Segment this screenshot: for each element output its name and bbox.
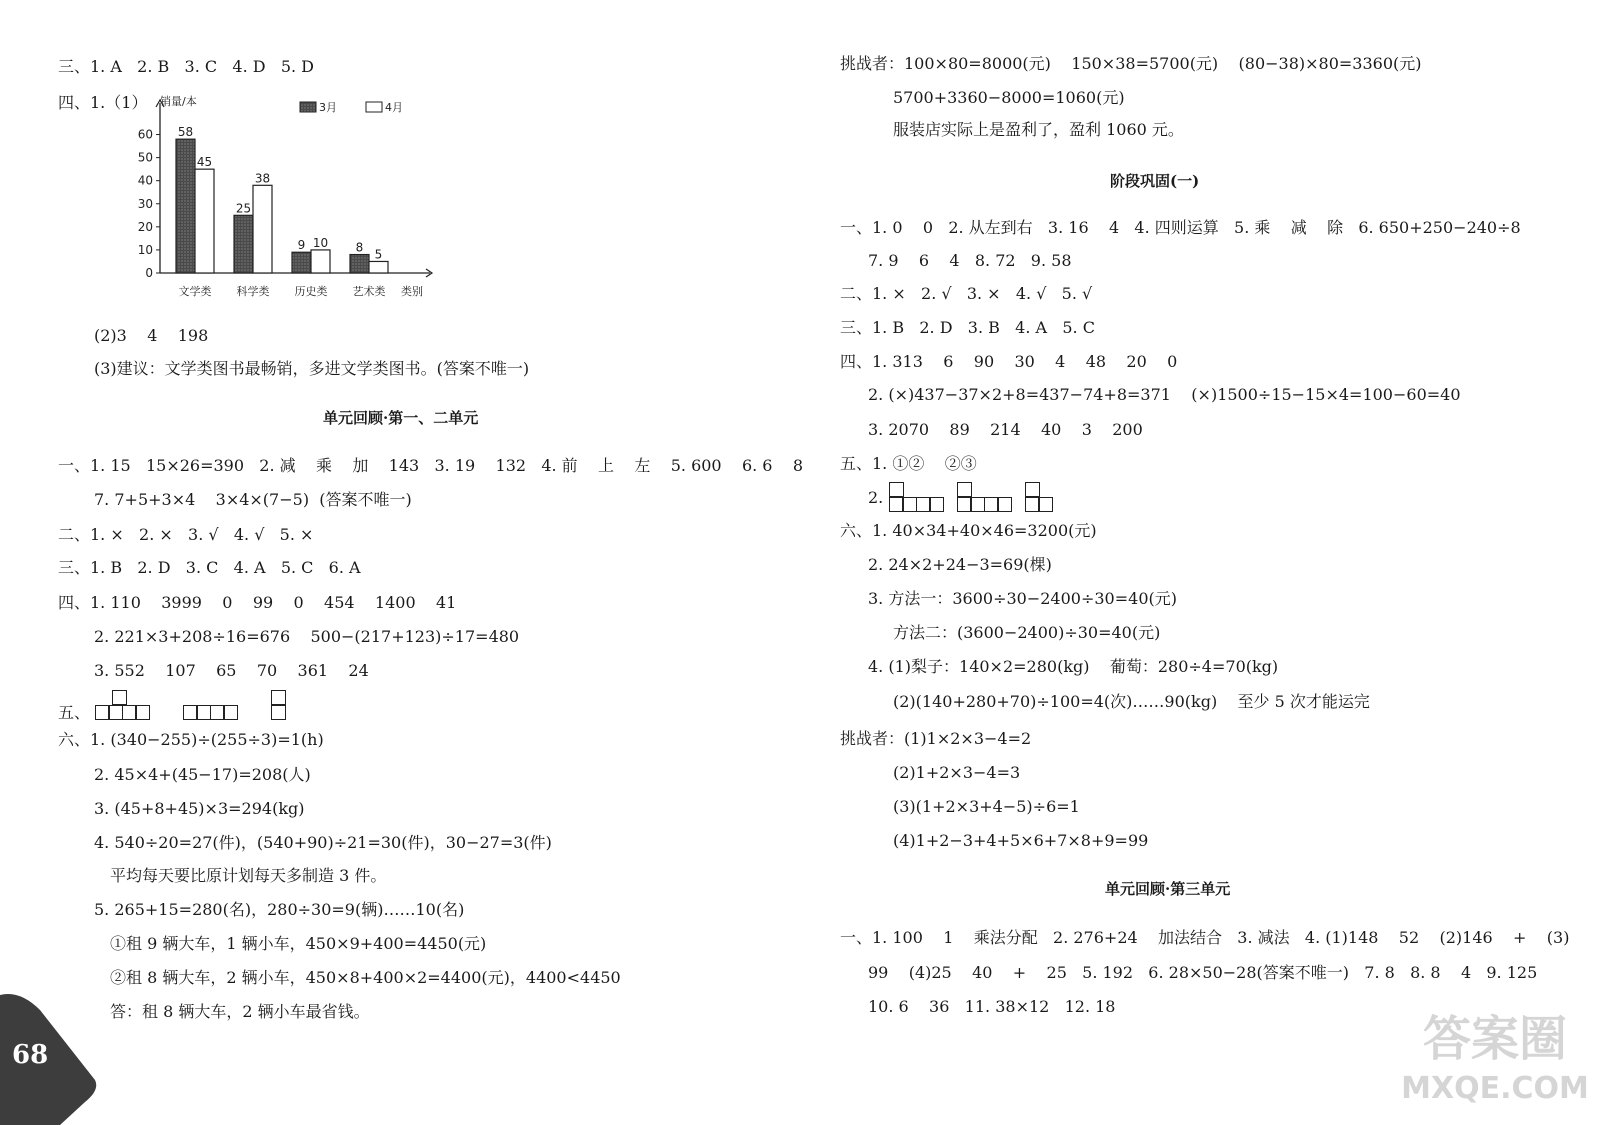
left-u1: 一、1. 15 15×26=390 2. 减 乘 加 143 3. 19 132 4. 前 上 左 5. 600 6. 6 8 <box>58 456 804 475</box>
y-tick-label: 60 <box>137 127 153 142</box>
right-s6b: 2. 24×2+24−3=69(棵) <box>868 555 1052 574</box>
category-label: 科学类 <box>236 285 270 298</box>
bar-march <box>292 252 311 273</box>
legend-label-april: 4月 <box>385 101 403 114</box>
y-axis-label: 销量/本 <box>160 95 197 108</box>
right-s3: 三、1. B 2. D 3. B 4. A 5. C <box>840 318 1095 337</box>
y-tick-label: 10 <box>137 242 153 257</box>
left-u5: 五、 <box>58 703 91 722</box>
bar-value-label: 38 <box>254 171 271 186</box>
right-ch4: (4)1+2−3+4+5×6+7×8+9=99 <box>893 831 1149 850</box>
right-ch3: (3)(1+2×3+4−5)÷6=1 <box>893 797 1080 816</box>
bar-chart <box>130 95 440 305</box>
left-view-figures <box>96 690 300 720</box>
right-s1b: 7. 9 6 4 8. 72 9. 58 <box>868 251 1072 270</box>
left-u6c: 3. (45+8+45)×3=294(kg) <box>94 799 305 818</box>
right-s4: 四、1. 313 6 90 30 4 48 20 0 <box>840 352 1178 371</box>
left-u4c: 3. 552 107 65 70 361 24 <box>94 661 369 680</box>
left-s3: 三、1. A 2. B 3. C 4. D 5. D <box>58 57 315 76</box>
bar-value-label: 5 <box>374 247 383 262</box>
right-s6e: 4. (1)梨子：140×2=280(kg) 葡萄：280÷4=70(kg) <box>868 657 1279 676</box>
stage-title: 阶段巩固(一) <box>1110 172 1200 190</box>
left-u6d: 4. 540÷20=27(件)，(540+90)÷21=30(件)，30−27=3(件) <box>94 833 552 852</box>
page-number: 68 <box>12 1040 49 1070</box>
right-s5b: 2. <box>868 488 884 507</box>
bar-april <box>311 250 330 273</box>
category-label: 历史类 <box>294 285 328 298</box>
legend-label-march: 3月 <box>319 101 337 114</box>
unit-title-3: 单元回顾·第三单元 <box>1105 880 1231 898</box>
view-figure-c <box>272 690 286 720</box>
unit-title-1-2: 单元回顾·第一、二单元 <box>323 409 479 427</box>
right-c1: 挑战者：100×80=8000(元) 150×38=5700(元) (80−38)×80=3360(元) <box>840 54 1422 73</box>
bar-value-label: 9 <box>297 238 306 253</box>
right-ch: 挑战者：(1)1×2×3−4=2 <box>840 729 1032 748</box>
left-u6e: 平均每天要比原计划每天多制造 3 件。 <box>110 866 387 885</box>
right-s6f: (2)(140+280+70)÷100=4(次)……90(kg) 至少 5 次才能运完 <box>893 692 1370 711</box>
bar-value-label: 25 <box>235 201 252 216</box>
bar-april <box>369 261 388 273</box>
watermark-logo <box>1395 1000 1595 1110</box>
y-tick-label: 50 <box>137 150 153 165</box>
bar-march <box>234 215 253 273</box>
left-u4: 四、1. 110 3999 0 99 0 454 1400 41 <box>58 593 457 612</box>
right-s4c: 3. 2070 89 214 40 3 200 <box>868 420 1143 439</box>
left-u6i: 答：租 8 辆大车，2 辆小车最省钱。 <box>110 1002 370 1021</box>
bar-april <box>195 169 214 273</box>
bar-value-label: 58 <box>177 125 194 140</box>
left-u6f: 5. 265+15=280(名)，280÷30=9(辆)……10(名) <box>94 900 465 919</box>
left-s4-2: (2)3 4 198 <box>94 326 209 345</box>
y-tick-label: 20 <box>137 219 153 234</box>
left-s4-label: 四、1.（1） <box>58 93 148 112</box>
right-s1: 一、1. 0 0 2. 从左到右 3. 16 4 4. 四则运算 5. 乘 减 除 6. 650+250−240÷8 <box>840 218 1521 237</box>
watermark-line2: MXQE.COM <box>1401 1071 1589 1106</box>
legend-swatch-april <box>366 102 382 112</box>
y-tick-label: 0 <box>145 266 153 280</box>
x-axis-label: 类别 <box>401 285 423 298</box>
watermark-line1: 答案圈 <box>1422 1011 1568 1067</box>
bar-march <box>176 139 195 273</box>
right-s4b: 2. (×)437−37×2+8=437−74+8=371 (×)1500÷15−15×4=100−60=40 <box>868 385 1461 404</box>
right-c2: 5700+3360−8000=1060(元) <box>893 88 1125 107</box>
right-t1: 一、1. 100 1 乘法分配 2. 276+24 加法结合 3. 减法 4. (1)148 52 (2)146 + (3) <box>840 928 1570 947</box>
bar-value-label: 8 <box>355 240 364 255</box>
right-s5: 五、1. ①② ②③ <box>840 454 977 473</box>
y-tick-label: 30 <box>137 196 153 211</box>
left-u3: 三、1. B 2. D 3. C 4. A 5. C 6. A <box>58 558 361 577</box>
bar-value-label: 45 <box>196 155 213 170</box>
bar-march <box>350 255 369 273</box>
y-tick-label: 40 <box>137 173 153 188</box>
left-u1b: 7. 7+5+3×4 3×4×(7−5) (答案不唯一) <box>94 490 412 509</box>
category-label: 艺术类 <box>352 285 386 298</box>
right-t1b: 99 (4)25 40 + 25 5. 192 6. 28×50−28(答案不唯一) 7. 8 8. 8 4 9. 125 <box>868 963 1538 982</box>
left-u2: 二、1. × 2. × 3. √ 4. √ 5. × <box>58 525 314 544</box>
right-t1c: 10. 6 36 11. 38×12 12. 18 <box>868 997 1116 1016</box>
view-figure-d <box>890 482 944 512</box>
view-figure-f <box>1026 482 1053 512</box>
bar-value-label: 10 <box>312 235 329 250</box>
bar-april <box>253 185 272 273</box>
left-u6b: 2. 45×4+(45−17)=208(人) <box>94 765 311 784</box>
left-u6h: ②租 8 辆大车，2 辆小车，450×8+400×2=4400(元)，4400<4450 <box>110 968 621 987</box>
left-u6g: ①租 9 辆大车，1 辆小车，450×9+400=4450(元) <box>110 934 487 953</box>
view-figure-a <box>96 690 150 720</box>
right-c3: 服装店实际上是盈利了，盈利 1060 元。 <box>893 120 1184 139</box>
right-s6: 六、1. 40×34+40×46=3200(元) <box>840 521 1097 540</box>
left-u4b: 2. 221×3+208÷16=676 500−(217+123)÷17=480 <box>94 627 520 646</box>
right-s2: 二、1. × 2. √ 3. × 4. √ 5. √ <box>840 284 1093 303</box>
right-s6c: 3. 方法一：3600÷30−2400÷30=40(元) <box>868 589 1177 608</box>
category-label: 文学类 <box>178 285 212 298</box>
left-u6: 六、1. (340−255)÷(255÷3)=1(h) <box>58 730 324 749</box>
right-s6d: 方法二：(3600−2400)÷30=40(元) <box>893 623 1161 642</box>
legend-swatch-march <box>300 102 316 112</box>
left-s4-3: (3)建议：文学类图书最畅销，多进文学类图书。(答案不唯一) <box>94 359 530 378</box>
view-figure-e <box>958 482 1012 512</box>
right-view-figures <box>890 482 1067 512</box>
right-ch2: (2)1+2×3−4=3 <box>893 763 1021 782</box>
view-figure-b <box>184 705 238 720</box>
